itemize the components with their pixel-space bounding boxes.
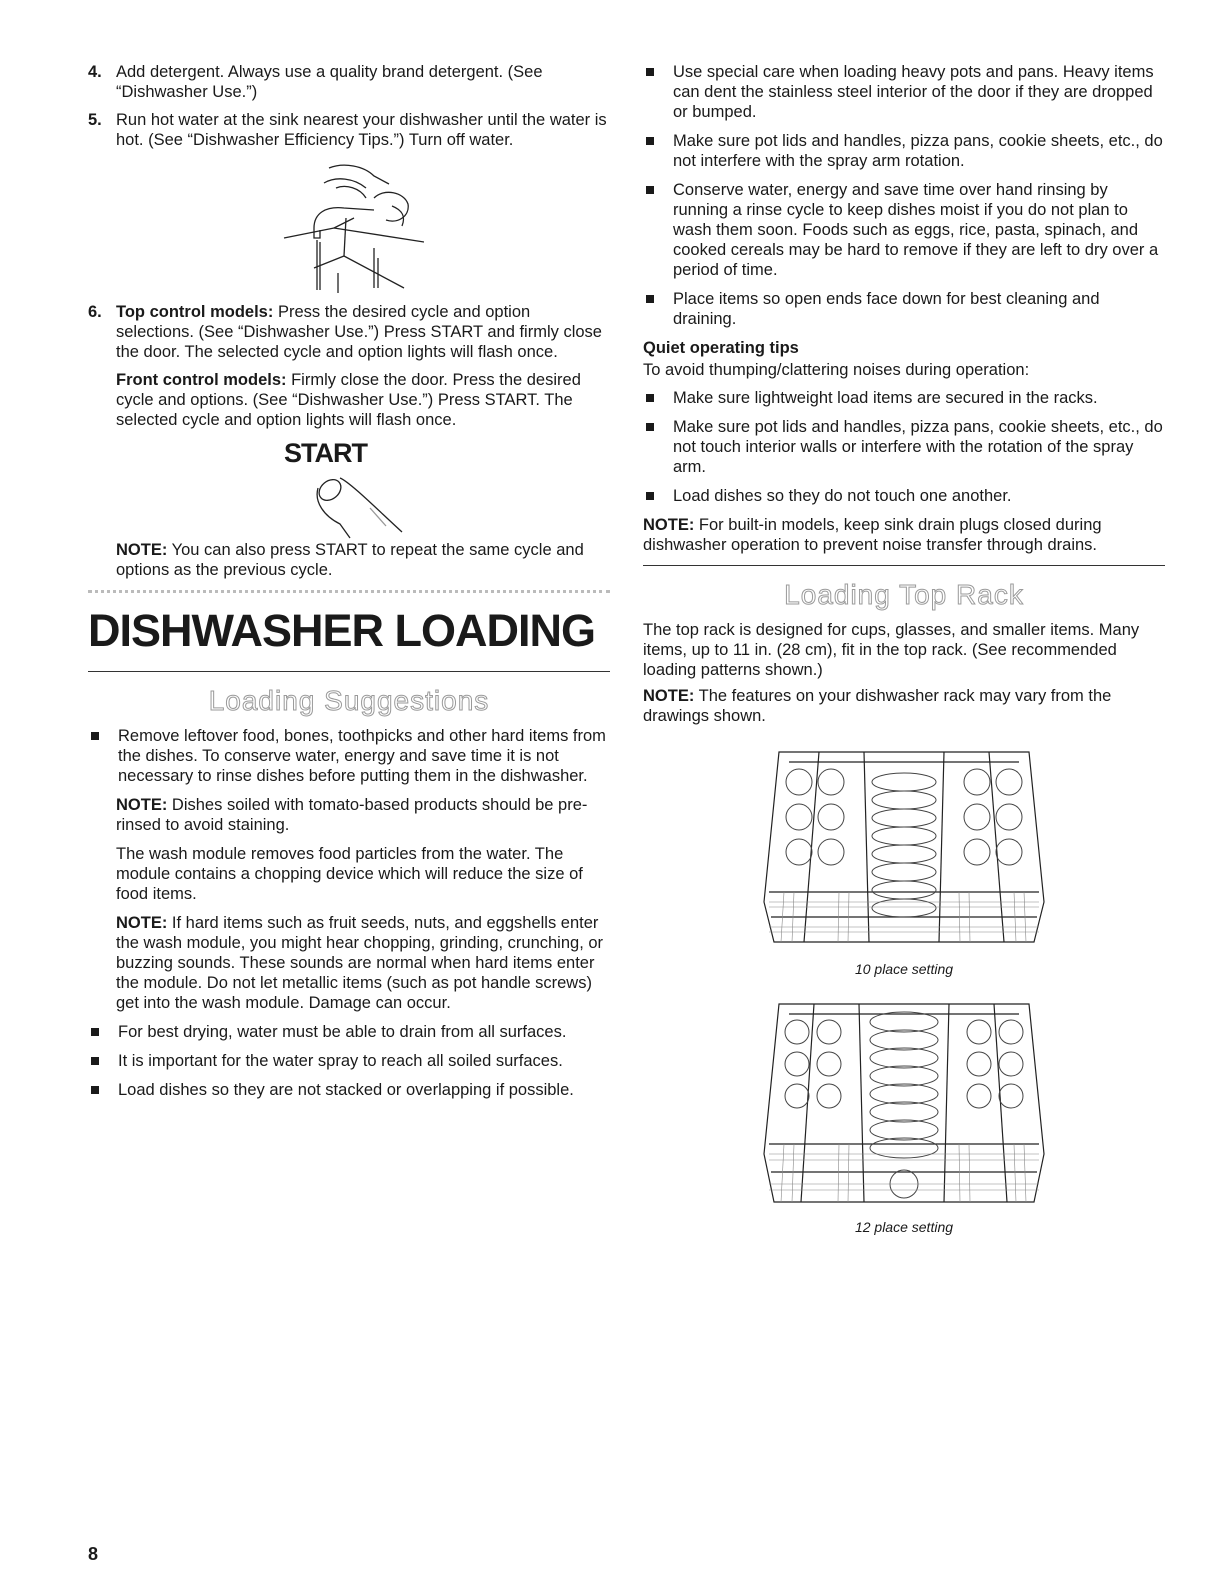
- note-features: [643, 686, 1165, 726]
- step-number: 5.: [88, 111, 102, 129]
- note-label: NOTE:: [116, 541, 168, 559]
- step-5: [88, 110, 610, 150]
- front-control-paragraph: [88, 370, 610, 430]
- section-title: DISHWASHER LOADING: [88, 605, 596, 656]
- bullet-item: For best drying, water must be able to drain from all surfaces.: [88, 1022, 610, 1042]
- top-rack-12-place-illustration: [759, 994, 1049, 1212]
- step-6: [88, 302, 610, 362]
- bullet-item: It is important for the water spray to reach all soiled surfaces.: [88, 1051, 610, 1071]
- front-control-label: Front control models:: [116, 371, 287, 389]
- figure-caption: 12 place setting: [854, 1219, 954, 1235]
- figure-caption: 10 place setting: [854, 961, 954, 977]
- bullet-item: Place items so open ends face down for best cleaning and draining.: [643, 289, 1165, 329]
- step-number: 4.: [88, 63, 102, 81]
- right-column: [643, 62, 1165, 1252]
- left-column: [88, 62, 610, 1109]
- page-number: 8: [88, 1544, 99, 1564]
- bullet-item: Make sure lightweight load items are secured in the racks.: [643, 388, 1165, 408]
- note-drain-plugs: [643, 515, 1165, 555]
- step-text: Run hot water at the sink nearest your dishwasher until the water is hot. (See “Dishwasher Efficiency Tips.”) Turn off water.: [116, 111, 607, 149]
- loading-suggestions-title: Loading Suggestions: [208, 685, 490, 716]
- note-label: NOTE:: [116, 796, 168, 814]
- note-label: NOTE:: [116, 914, 168, 932]
- note-text: Dishes soiled with tomato-based products should be pre-rinsed to avoid staining.: [116, 796, 588, 834]
- quiet-tips-intro: To avoid thumping/clattering noises during operation:: [643, 361, 1030, 379]
- start-label: START: [284, 438, 367, 468]
- faucet-illustration: [274, 158, 424, 296]
- bullet-item: Use special care when loading heavy pots and pans. Heavy items can dent the stainless steel interior of the door if they are dropped or bumped.: [643, 62, 1165, 122]
- top-control-label: Top control models:: [116, 303, 274, 321]
- section-rule: [643, 565, 1165, 566]
- step-4: [88, 62, 610, 102]
- note-label: NOTE:: [643, 516, 695, 534]
- step-number: 6.: [88, 303, 102, 321]
- loading-top-rack-title: Loading Top Rack: [784, 579, 1024, 610]
- step-text: Press the desired cycle and option selections. (See “Dishwasher Use.”) Press START and firmly close the door. The selected cycle and option lights will flash once.: [116, 303, 602, 361]
- step-text: Add detergent. Always use a quality brand detergent. (See “Dishwasher Use.”): [116, 63, 543, 101]
- note-tomato: [116, 795, 610, 835]
- top-rack-10-place-illustration: [759, 742, 1049, 954]
- finger-press-icon: [310, 468, 430, 540]
- note-text: For built-in models, keep sink drain plugs closed during dishwasher operation to prevent noise transfer through drains.: [643, 516, 1102, 554]
- note-text: You can also press START to repeat the same cycle and options as the previous cycle.: [116, 541, 584, 579]
- note-start: [88, 540, 610, 580]
- front-control-text: Firmly close the door. Press the desired cycle and options. (See “Dishwasher Use.”) Press START. The selected cycle and option lights will flash once.: [116, 371, 581, 429]
- note-text: The features on your dishwasher rack may vary from the drawings shown.: [643, 687, 1112, 725]
- bullet-item: Remove leftover food, bones, toothpicks and other hard items from the dishes. To conserve water, energy and save time it is not necessary to rinse dishes before putting them in the dishwasher.: [88, 726, 610, 786]
- quiet-tips-heading: Quiet operating tips: [643, 339, 799, 357]
- section-rule: [88, 671, 610, 672]
- bullet-item: Load dishes so they do not touch one another.: [643, 486, 1165, 506]
- bullet-item: Make sure pot lids and handles, pizza pans, cookie sheets, etc., do not touch interior walls or interfere with the rotation of the spray arm.: [643, 417, 1165, 477]
- start-figure: [88, 438, 610, 540]
- bullet-item: Load dishes so they are not stacked or overlapping if possible.: [88, 1080, 610, 1100]
- dotted-divider: [88, 590, 610, 593]
- bullet-item: Conserve water, energy and save time over hand rinsing by running a rinse cycle to keep dishes moist if you do not plan to wash them soon. Foods such as eggs, rice, pasta, spinach, and cooked cereals may be hard to remove if they are left to dry over a period of time.: [643, 180, 1165, 280]
- note-label: NOTE:: [643, 687, 695, 705]
- wash-module-paragraph: The wash module removes food particles from the water. The module contains a chopping device which will reduce the size of food items.: [116, 845, 583, 903]
- note-text: If hard items such as fruit seeds, nuts, and eggshells enter the wash module, you might hear chopping, grinding, crunching, or buzzing sounds. These sounds are normal when hard items enter the module. Do not let metallic items (such as pot handle screws) get into the wash module. Damage can occur.: [116, 914, 604, 1012]
- top-rack-paragraph: The top rack is designed for cups, glasses, and smaller items. Many items, up to 11 in. (28 cm), fit in the top rack. (See recommended loading patterns shown.): [643, 621, 1140, 679]
- note-hard-items: [116, 913, 610, 1013]
- bullet-item: Make sure pot lids and handles, pizza pans, cookie sheets, etc., do not interfere with the spray arm rotation.: [643, 131, 1165, 171]
